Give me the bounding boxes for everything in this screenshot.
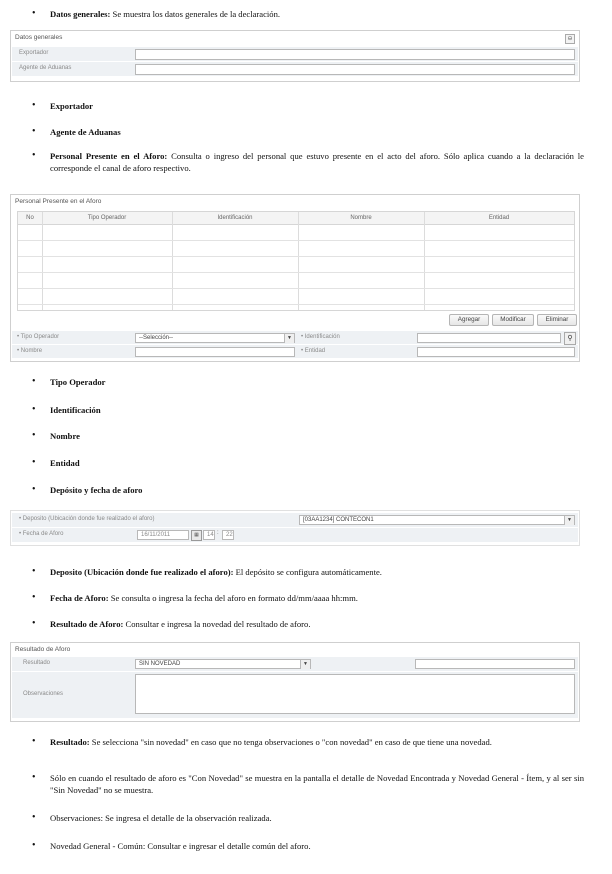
tipo-operador-label: • Tipo Operador — [17, 334, 60, 340]
table-row — [18, 288, 574, 289]
entidad-field[interactable] — [417, 347, 575, 357]
agente-field[interactable] — [135, 64, 575, 75]
hora-field[interactable]: 14 — [203, 530, 215, 540]
nombre-label: • Nombre — [17, 348, 43, 354]
observaciones-textarea[interactable] — [135, 674, 575, 714]
entidad-label: • Entidad — [301, 348, 326, 354]
minuto-field[interactable]: 22 — [222, 530, 234, 540]
observaciones-label: Observaciones — [23, 691, 64, 697]
panel-title: Datos generales — [15, 34, 63, 41]
personal-panel — [10, 194, 580, 362]
col-identificacion: Identificación — [217, 215, 253, 221]
col-no: No — [26, 215, 34, 221]
search-icon[interactable]: ⚲ — [564, 332, 576, 345]
agregar-button[interactable]: Agregar — [449, 314, 489, 326]
chevron-down-icon: ▼ — [564, 516, 574, 525]
table-row — [18, 240, 574, 241]
panel-title: Resultado de Aforo — [15, 646, 71, 653]
fecha-aforo-field[interactable]: 16/11/2011 — [137, 530, 189, 540]
tipo-operador-select[interactable]: --Selección-- ▼ — [135, 333, 295, 343]
exportador-label: Exportador — [19, 50, 49, 56]
calendar-icon[interactable]: ▦ — [191, 530, 202, 541]
col-entidad: Entidad — [488, 215, 510, 221]
nombre-field[interactable] — [135, 347, 295, 357]
exportador-field[interactable] — [135, 49, 575, 60]
personal-table — [17, 211, 575, 311]
deposito-label: • Deposito (Ubicación donde fue realizado el aforo) — [19, 516, 155, 522]
table-row — [18, 256, 574, 257]
table-row — [18, 304, 574, 305]
datos-generales-panel — [10, 30, 580, 82]
time-separator: : — [217, 530, 219, 536]
chevron-down-icon: ▼ — [300, 660, 310, 669]
resultado-panel — [10, 642, 580, 722]
deposito-panel — [10, 510, 580, 546]
agente-label: Agente de Aduanas — [19, 65, 72, 71]
fecha-aforo-label: • Fecha de Aforo — [19, 531, 64, 537]
resultado-extra-field[interactable] — [415, 659, 575, 669]
identificacion-label: • Identificación — [301, 334, 340, 340]
collapse-icon[interactable]: ⊖ — [565, 34, 575, 44]
panel-title: Personal Presente en el Aforo — [15, 198, 102, 205]
table-row — [18, 272, 574, 273]
chevron-down-icon: ▼ — [284, 334, 294, 343]
eliminar-button[interactable]: Eliminar — [537, 314, 577, 326]
resultado-label: Resultado — [23, 660, 51, 666]
modificar-button[interactable]: Modificar — [492, 314, 534, 326]
col-tipo-operador: Tipo Operador — [87, 215, 127, 221]
deposito-select[interactable]: [03AA1234] CONTECON1 ▼ — [299, 515, 575, 525]
col-nombre: Nombre — [350, 215, 372, 221]
resultado-select[interactable]: SIN NOVEDAD ▼ — [135, 659, 311, 669]
identificacion-field[interactable] — [417, 333, 561, 343]
bullet-icon: • — [32, 8, 36, 19]
